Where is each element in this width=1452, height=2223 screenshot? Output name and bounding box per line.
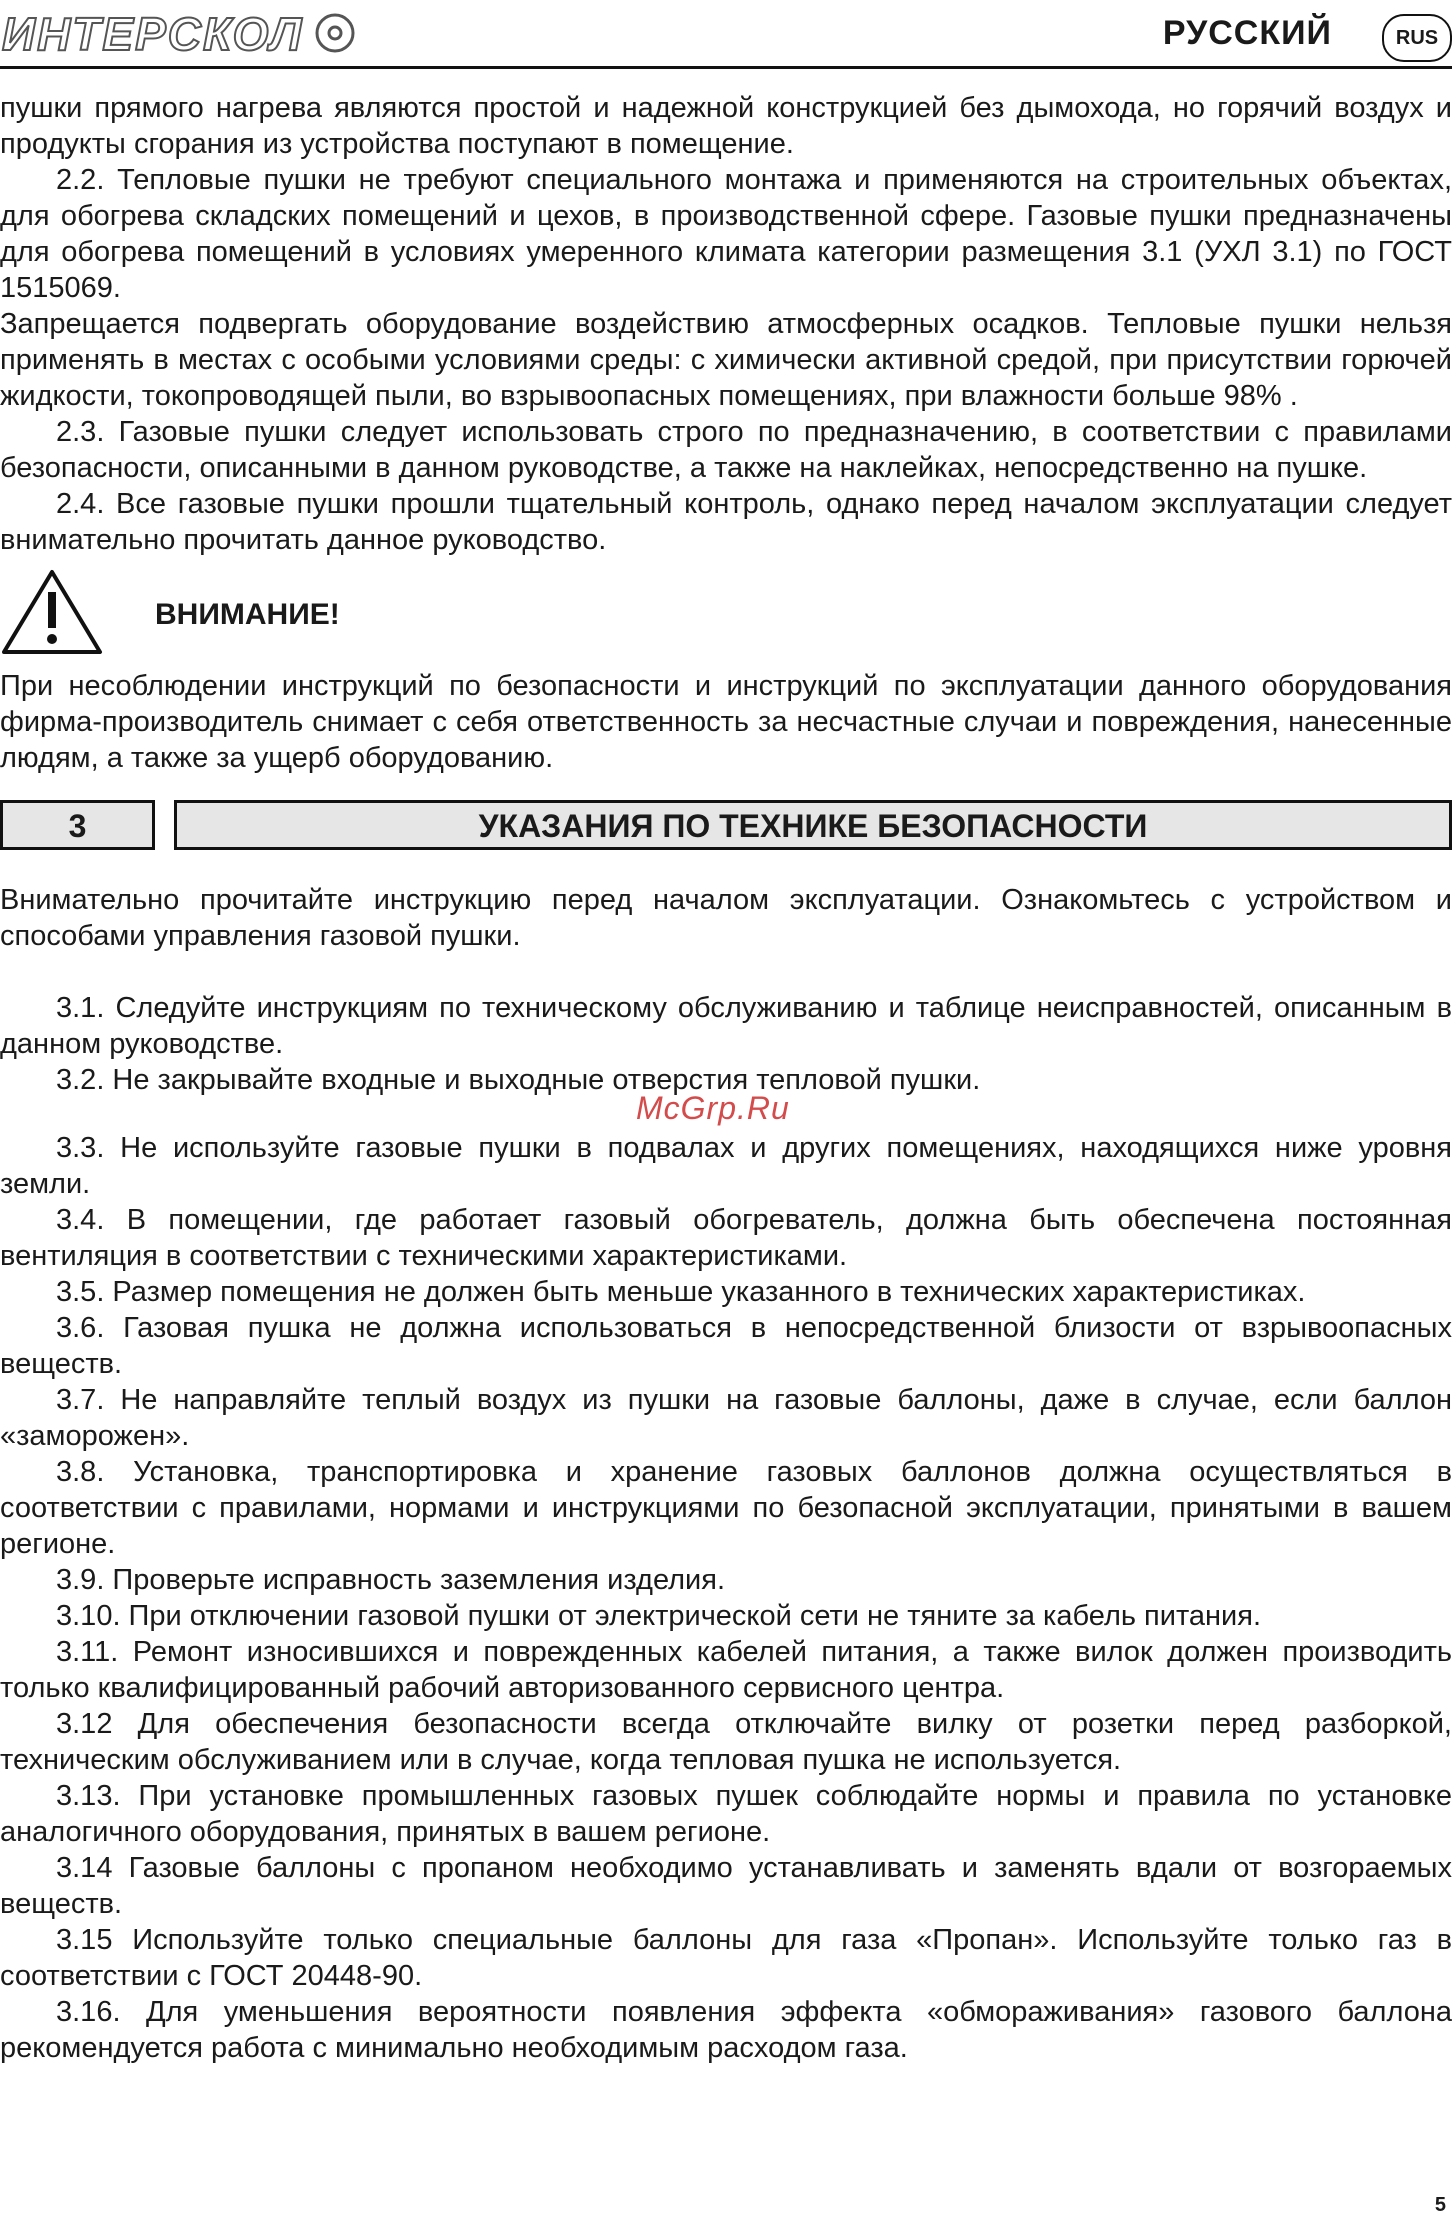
page-header [0, 0, 1452, 70]
list-item: 3.9. Проверьте исправность заземления изделия. [56, 1564, 725, 1596]
list-item: 3.8. Установка, транспортировка и хранение газовых баллонов должна осуществляться в соответствии с правилами, нормами и инструкциями по безопасной эксплуатации, принятыми в вашем регионе. [0, 1456, 1452, 1560]
watermark: McGrp.Ru [636, 1090, 790, 1126]
warning-triangle-icon [0, 568, 104, 656]
list-item: 3.3. Не используйте газовые пушки в подвалах и других помещениях, находящихся ниже уровня земли. [0, 1132, 1452, 1200]
section-number: 3 [0, 800, 155, 850]
logo-text: ИНТЕРСКОЛ [2, 8, 304, 60]
paragraph: 2.2. Тепловые пушки не требуют специального монтажа и применяются на строительных объектах, для обогрева складских помещений и цехов, в производственной сфере. Газовые пушки предназначены для обогрева помещений в условиях умеренного климата категории размещения 3.1 (УХЛ 3.1) по ГОСТ 1515069. [0, 164, 1452, 304]
list-item: 3.15 Используйте только специальные баллоны для газа «Пропан». Используйте только газ в соответствии с ГОСТ 20448-90. [0, 1924, 1452, 1992]
paragraph: 2.3. Газовые пушки следует использовать строго по предназначению, в соответствии с правилами безопасности, описанными в данном руководстве, а также на наклейках, непосредственно на пушке. [0, 416, 1452, 484]
list-item: 3.11. Ремонт износившихся и поврежденных кабелей питания, а также вилок должен производить только квалифицированный рабочий авторизованного сервисного центра. [0, 1636, 1452, 1704]
warning-text-block [0, 668, 1452, 776]
list-item: 3.4. В помещении, где работает газовый обогреватель, должна быть обеспечена постоянная вентиляция в соответствии с техническими характеристиками. [0, 1204, 1452, 1272]
header-divider [0, 66, 1452, 69]
list-item: 3.6. Газовая пушка не должна использоваться в непосредственной близости от взрывоопасных веществ. [0, 1312, 1452, 1380]
interskol-logo [0, 6, 380, 60]
warning-text: При несоблюдении инструкций по безопасности и инструкций по эксплуатации данного оборудования фирма-производитель снимает с себя ответственность за несчастные случаи и повреждения, нанесенные людям, а также за ущерб оборудованию. [0, 670, 1452, 774]
safety-items-b [0, 1130, 1452, 2066]
page-number: 5 [1434, 2194, 1446, 2216]
list-item: 3.12 Для обеспечения безопасности всегда отключайте вилку от розетки перед разборкой, техническим обслуживанием или в случае, когда тепловая пушка не используется. [0, 1708, 1452, 1776]
language-label: РУССКИЙ [1162, 14, 1332, 52]
list-item: 3.2. Не закрывайте входные и выходные отверстия тепловой пушки. [56, 1064, 981, 1096]
paragraph: 2.4. Все газовые пушки прошли тщательный контроль, однако перед началом эксплуатации следует внимательно прочитать данное руководство. [0, 488, 1452, 556]
language-badge: RUS [1382, 14, 1452, 62]
list-item: 3.5. Размер помещения не должен быть меньше указанного в технических характеристиках. [56, 1276, 1306, 1308]
warning-title: ВНИМАНИЕ! [155, 598, 340, 631]
paragraph: пушки прямого нагрева являются простой и надежной конструкцией без дымохода, но горячий воздух и продукты сгорания из устройства поступают в помещение. [0, 92, 1452, 160]
saw-blade-icon [317, 15, 353, 51]
intro-block [0, 90, 1452, 558]
list-item: 3.16. Для уменьшения вероятности появления эффекта «обмораживания» газового баллона рекомендуется работа с минимально необходимым расходом газа. [0, 1996, 1452, 2064]
section-lead: Внимательно прочитайте инструкцию перед началом эксплуатации. Ознакомьтесь с устройством и способами управления газовой пушки. [0, 884, 1452, 952]
section-title: УКАЗАНИЯ ПО ТЕХНИКЕ БЕЗОПАСНОСТИ [174, 800, 1452, 850]
list-item: 3.14 Газовые баллоны с пропаном необходимо устанавливать и заменять вдали от возгораемых веществ. [0, 1852, 1452, 1920]
warning-block [0, 568, 1452, 658]
paragraph: Запрещается подвергать оборудование воздействию атмосферных осадков. Тепловые пушки нельзя применять в местах с особыми условиями среды: с химически активной средой, при присутствии горючей жидкости, токопроводящей пыли, во взрывоопасных помещениях, при влажности больше 98% . [0, 308, 1452, 412]
safety-items-a [0, 990, 1452, 1098]
list-item: 3.13. При установке промышленных газовых пушек соблюдайте нормы и правила по установке аналогичного оборудования, принятых в вашем регионе. [0, 1780, 1452, 1848]
section-lead-block [0, 882, 1452, 954]
list-item: 3.1. Следуйте инструкциям по техническому обслуживанию и таблице неисправностей, описанным в данном руководстве. [0, 992, 1452, 1060]
list-item: 3.7. Не направляйте теплый воздух из пушки на газовые баллоны, даже в случае, если баллон «заморожен». [0, 1384, 1452, 1452]
list-item: 3.10. При отключении газовой пушки от электрической сети не тяните за кабель питания. [56, 1600, 1262, 1632]
